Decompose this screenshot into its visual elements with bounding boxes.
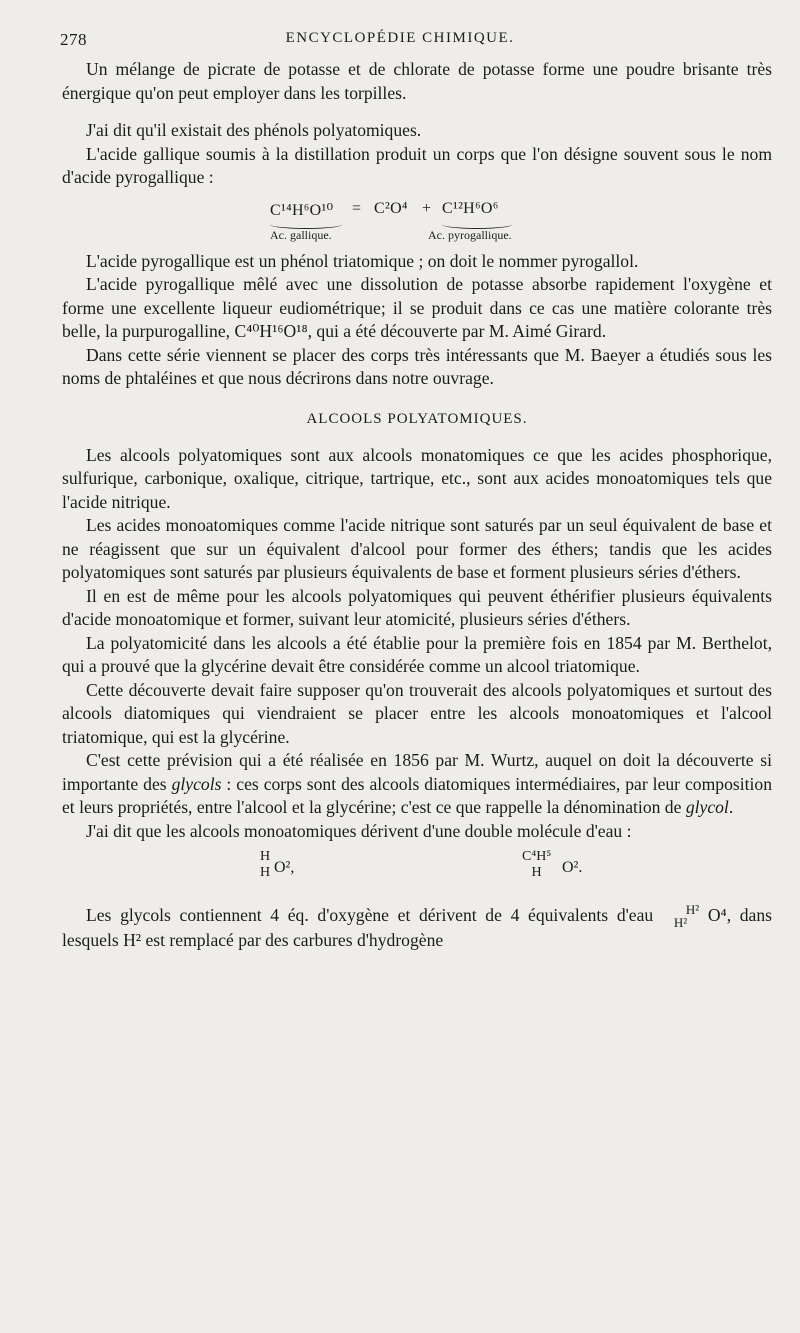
glycols-text-b: , dans lesquels H² est remplacé par des carbures d'hydrogène (62, 905, 772, 950)
term-glycol: glycol (685, 797, 729, 817)
water-inline-oxygen: O⁴ (707, 905, 727, 925)
paragraph-polyatomic-intro: Les alcools polyatomiques sont aux alcools monatomiques ce que les acides phosphorique, sulfurique, carbonique, oxalique, citrique, tartrique, etc., sont aux acides monoatomiques tels que l'acide nitrique. (62, 444, 772, 512)
paragraph-berthelot: La polyatomicité dans les alcools a été établie pour la première fois en 1854 par M. Berthelot, qui a prouvé que la glycérine devait être considérée comme un alcool triatomique. (62, 632, 772, 676)
page-number: 278 (60, 30, 87, 49)
page-header (0, 30, 800, 52)
formula-equals: = (352, 199, 362, 217)
paragraph-monoatomic-acids: Les acides monoatomiques comme l'acide nitrique sont saturés par un seul équivalent de base et ne réagissent que sur un équivalent d'alcool pour former des éthers; tandis que les acides polyatomiques sont saturés par plusieurs équivalents de base et forment plusieurs séries d'éthers. (62, 515, 772, 582)
paragraph-picrate: Un mélange de picrate de potasse et de chlorate de potasse forme une poudre brisante très énergique qu'on peut employer dans les torpilles. (62, 59, 772, 103)
paragraph-phenols: J'ai dit qu'il existait des phénols polyatomiques. (86, 120, 422, 140)
paragraph-gallic-acid: L'acide gallique soumis à la distillation produit un corps que l'on désigne souvent sous le nom d'acide pyrogallique : (62, 143, 772, 187)
glycols-text-a: Les glycols contiennent 4 éq. d'oxygène et dérivent de 4 équivalents d'eau (86, 905, 654, 925)
paragraph-glycols-oxygen (62, 903, 772, 953)
formula-carbon-dioxide: C²O⁴ (374, 199, 408, 217)
formula-pyrogallic: C¹²H⁶O⁶ (442, 199, 499, 217)
water-oxygen-1: O², (274, 859, 295, 876)
paragraph-double-water: J'ai dit que les alcools monoatomiques dérivent d'une double molécule d'eau : (86, 820, 632, 841)
running-title: ENCYCLOPÉDIE CHIMIQUE. (285, 30, 515, 46)
pyrogallic-formula (62, 200, 772, 246)
section-title: ALCOOLS POLYATOMIQUES. (306, 410, 528, 427)
paragraph-etherify: Il en est de même pour les alcools polyatomiques qui peuvent éthérifier plusieurs équivalents d'acide monoatomique et former, suivant leur atomicité, plusieurs séries d'éthers. (62, 585, 772, 629)
water-oxygen-2: O². (562, 859, 583, 876)
paragraph-purpurogalline: L'acide pyrogallique mêlé avec une dissolution de potasse absorbe rapidement l'oxygène et forme une excellente liqueur eudiométrique; il se produit dans ce cas une matière colorante très belle, la purpurogalline, C⁴⁰H¹⁶O¹⁸, qui a été découverte par M. Aimé Girard. (62, 274, 772, 341)
water-stack-1: H H (260, 849, 271, 880)
formula-gallic: C¹⁴H⁶O¹⁰ (270, 201, 334, 219)
water-formulas (62, 849, 772, 899)
paragraph-wurtz (62, 749, 772, 820)
formula-plus: + (422, 199, 432, 217)
water-inline-stack: H² H² (673, 902, 700, 930)
water-stack-2: C⁴H⁵ H (522, 849, 552, 880)
paragraph-discovery: Cette découverte devait faire supposer qu'on trouverait des alcools polyatomiques et surtout des alcools diatomiques qui viendraient se placer entre les alcools monoatomiques et l'alcool triatomique, qui est la glycérine. (62, 679, 772, 747)
paragraph-phtaleines: Dans cette série viennent se placer des corps très intéressants que M. Baeyer a étudiés sous les noms de phtaléines et que nous décrirons dans notre ouvrage. (62, 344, 772, 388)
wurtz-text-a: C'est cette prévision qui a été réalisée en 1856 par M. Wurtz, auquel on doit la découverte si importante des (62, 750, 772, 794)
wurtz-text-c: . (728, 797, 734, 817)
paragraph-pyrogallol: L'acide pyrogallique est un phénol triatomique ; on doit le nommer pyrogallol. (86, 250, 639, 271)
wurtz-text-b: : ces corps sont des alcools diatomiques intermédiaires, par leur composition et leurs propriétés, entre l'alcool et la glycérine; c'est ce que rappelle la dénomination de (62, 773, 772, 817)
label-pyrogallic: Ac. pyrogallique. (428, 227, 512, 242)
label-gallic: Ac. gallique. (270, 227, 332, 242)
term-glycols: glycols (171, 773, 222, 794)
page-body (62, 58, 772, 953)
